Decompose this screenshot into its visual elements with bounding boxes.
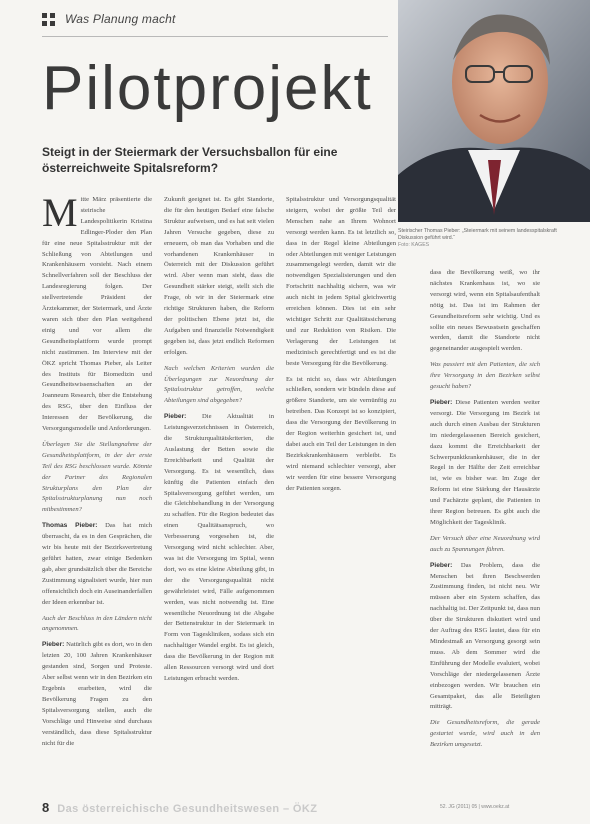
section-header [42, 12, 176, 26]
footer-issue: 52. JG (2011) 05 | www.oekz.at [440, 804, 510, 810]
photo-credit: Foto: KAGES [398, 242, 430, 249]
deck: Steigt in der Steiermark der Versuchsballon für eine österreichweite Spitalsreform? [42, 145, 338, 175]
section-label: Was Planung macht [65, 12, 176, 26]
intro-text: itte März präsentierte die steirische Landespolitikerin Kristina Edlinger-Ploder den Plan für eine neue Spitalsstruktur mit der Schließung von Abteilungen und Krankenhäusern vorsieht. Nach einem Schnellverfahren soll der Beschluss der Landesregierung folgen. Der stellvertretende Präsident der Ärztekammer, der Steiermark, und Ärzte waren sich über den Plan weitgehend einig und vor allem die Gesundheitsplattform wurde prompt nicht zustimmen. Im Interview mit der ÖKZ spricht Thomas Pieber, als Leiter des Instituts für Biomedizin und Gesundheitswissenschaften an der Joanneum Research, über die Entstehung des RSG, über den Einfluss der Interessen der Bevölkerung, die Versorgungsmodelle und Anforderungen. [42, 196, 152, 433]
body-paragraph: dass die Bevölkerung weiß, wo ihr nächstes Krankenhaus ist, wo sie versorgt wird, wenn ein Spitalsaufenthalt nötig ist. Das ist im Rahmen der Gesundheitsreform sehr wichtig. Und es sollte ein neues Bewusstsein geschaffen werden, damit die Standorte nicht gegeneinander ausgespielt werden. [430, 269, 540, 353]
question: Nach welchen Kriterien wurden die Überlegungen zur Neuordnung der Spitalsstruktur getroffen, welche Abteilungen sind abgegeben? [164, 364, 274, 405]
speaker: Pieber: [42, 641, 65, 649]
page-number: 8 [42, 800, 50, 815]
footer-title: Das österreichische Gesundheitswesen – ÖKZ [57, 803, 318, 815]
speaker: Thomas Pieber: [42, 522, 98, 530]
photo-caption [398, 228, 564, 249]
answer: Natürlich gibt es dort, wo in den letzten 20, 100 Jahren Krankenhäuser gestanden sind, Sorgen und Proteste. Aber selbst wenn wir in den Bezirken ein Ergebnis erarbeiten, wird die Bevölkerung Fragen zu den Spitalsversorgung stellen, auch die Vorschläge und Hinweise sind durchaus verständlich, dass diese Spitalsstruktur nicht für die [42, 641, 152, 747]
answer: Das Problem, dass die Menschen bei ihren Beschwerden Zustimmung finden, ist nicht neu. Wir müssen aber ein System schaffen, das nachhaltig ist. Der Zeitpunkt ist, dass nun über die Strukturen diskutiert wird und der Auftrag des RSG lautet, dass für ein Mindestmaß an Versorgung gesorgt sein muss. Ab dem Sommer wird die Einführung der Modelle evaluiert, wobei Vorschläge der niedergelassenen Ärzte einbezogen werden. Wir brauchen ein Gesamtpaket, das alle Beteiligten mitträgt. [430, 561, 540, 711]
portrait-photo [398, 0, 590, 222]
question: Die Gesundheitsreform, die gerade gestartet wurde, wird auch in den Bezirken umgesetzt. [430, 719, 540, 749]
answer: Diese Patienten werden weiter versorgt. Die Versorgung im Bezirk ist auch durch einen Ausbau der Strukturen im niedergelassenen Bereich gesichert, dazu kommt die Erreichbarkeit der Schwerpunktkrankenhäuser, die in der Regel in der Hälfte der Zeit erreichbar ist, wie es bisher war. Im Zuge der Reform ist eine Stärkung der Hausärzte und Fachärzte geplant, die Patienten in ihrer Region betreuen. Es gibt auch die Möglichkeit der Tagesklinik. [430, 398, 540, 526]
body-paragraph: Zukunft geeignet ist. Es gibt Standorte, die für den heutigen Bedarf eine falsche Struktur aufweisen, und es hat seit vielen Jahren Versuche gegeben, diese zu erneuern, ob man das Vorhaben und die vorhandenen Krankenhäuser in Österreich mit der Diskussion geführt wird. Aber wenn man sieht, dass die Gesundheit stärker steigt, stellt sich die Frage, ob wir in der Steiermark eine richtige Strukturen haben, die Reform der politischen Ebene jetzt ist, die Aufgaben und finanzielle Notwendigkeit gegeben ist, dass jetzt endlich Reformen erfolgen. [164, 196, 274, 356]
footer [42, 800, 317, 815]
answer: Das hat mich überrascht, da es in den Gesprächen, die wir bis heute mit der Bezirksvertretung geführt hatten, zwar einige Bedenken gab, aber grundsätzlich über die Bereiche Zustimmung signalisiert wurde, hier nun offensichtlich doch ein Auseinanderfallen der Ideen erkennbar ist. [42, 522, 152, 606]
article-column-1 [42, 195, 152, 780]
header-rule [42, 36, 388, 37]
speaker: Pieber: [430, 561, 453, 569]
question: Überlegen Sie die Stellungnahme der Gesundheitsplattform, in der der erste Teil des RSG beschlossen wurde. Könnte der Partner des Regionalen Strukturplans den Plan der Spitalsstrukturplanung nun noch mitbestimmen? [42, 440, 152, 514]
speaker: Pieber: [164, 413, 187, 421]
article-column-2 [164, 195, 274, 780]
question: Was passiert mit den Patienten, die sich ihre Versorgung in den Bezirken selbst gesucht haben? [430, 361, 540, 391]
body-paragraph: Es ist nicht so, dass wir Abteilungen schließen, sondern wir bündeln diese auf größere Standorte, um sie vernünftig zu betreiben. Das Konzept ist so konzipiert, dass die Versorgung der Bevölkerung in der Region weiterhin gesichert ist, und dabei auch ein Teil der Leistungen in den Bezirkskrankenhäusern verbleibt. Es wird niemand schlechter versorgt, aber wir werden für eine bessere Versorgung der Patienten sorgen. [286, 375, 396, 492]
question: Der Versuch über eine Neuordnung wird auch zu Spannungen führen. [430, 534, 540, 553]
article-column-3 [286, 195, 396, 780]
section-squares-icon [42, 13, 55, 26]
answer: Die Aktualität in Leistungsverzeichnissen in Österreich, die Strukturqualitätskriterien, die Auslastung der Betten sowie die Erreichbarkeit und Qualität der Versorgung. Es ist wesentlich, dass künftig die Patienten einfach den Spitalsversorgung geführt werden, um die Gleichbehandlung in der Versorgung zu schaffen. Für die Region bedeutet das einen Qualitätsanspruch, wo Verbesserung vorgesehen ist, die Versorgung wird nicht schlechter. Aber, was ist die Versorgung im Spital, wenn dort, wo es eine kleine Abteilung gibt, in der die Versorgungsqualität nicht gewährleistet wird, Fälle aufgenommen werden, was nicht notwendig ist. Eine wesentliche Neuordnung ist die Abgabe der Bettenstruktur in der Steiermark in Form von Tageskliniken, sodass sich ein nachhaltiger Wandel ergibt. Es ist gleich, dass die Bevölkerung in der Region mit allen Ressourcen versorgt wird und dort Leistungen erbracht werden. [164, 413, 274, 682]
body-paragraph: Spitalsstruktur und Versorgungsqualität steigern, wobei der größte Teil der Menschen nahe an Ihrem Wohnort versorgt werden kann. Es ist letztlich so, dass in der Regel kleine Abteilungen oder Abteilungen mit weniger Leistungen zusammengelegt werden, damit wir die notwendigen Spezialisierungen und den Fortschritt nachhaltig sichern, was wir auch nicht in jedem Spital gleichwertig erreichen können. Dies ist ein sehr wichtiger Schritt zur Qualitätssicherung und zur Reduktion von Risiken. Die Verlagerung der Leistungen ist medizinisch gerechtfertigt und es ist die beste Versorgung für die Bevölkerung. [286, 196, 396, 367]
headline: Pilotprojekt [42, 54, 373, 123]
caption-text: Steirischer Thomas Pieber: „Steiermark mit seinem landesspitalskraft Diskussion geführt wird.“ [398, 228, 557, 242]
article-column-4 [430, 268, 540, 780]
question: Auch der Beschluss in den Ländern nicht angenommen. [42, 614, 152, 633]
dropcap: M [42, 195, 78, 235]
speaker: Pieber: [430, 398, 453, 406]
